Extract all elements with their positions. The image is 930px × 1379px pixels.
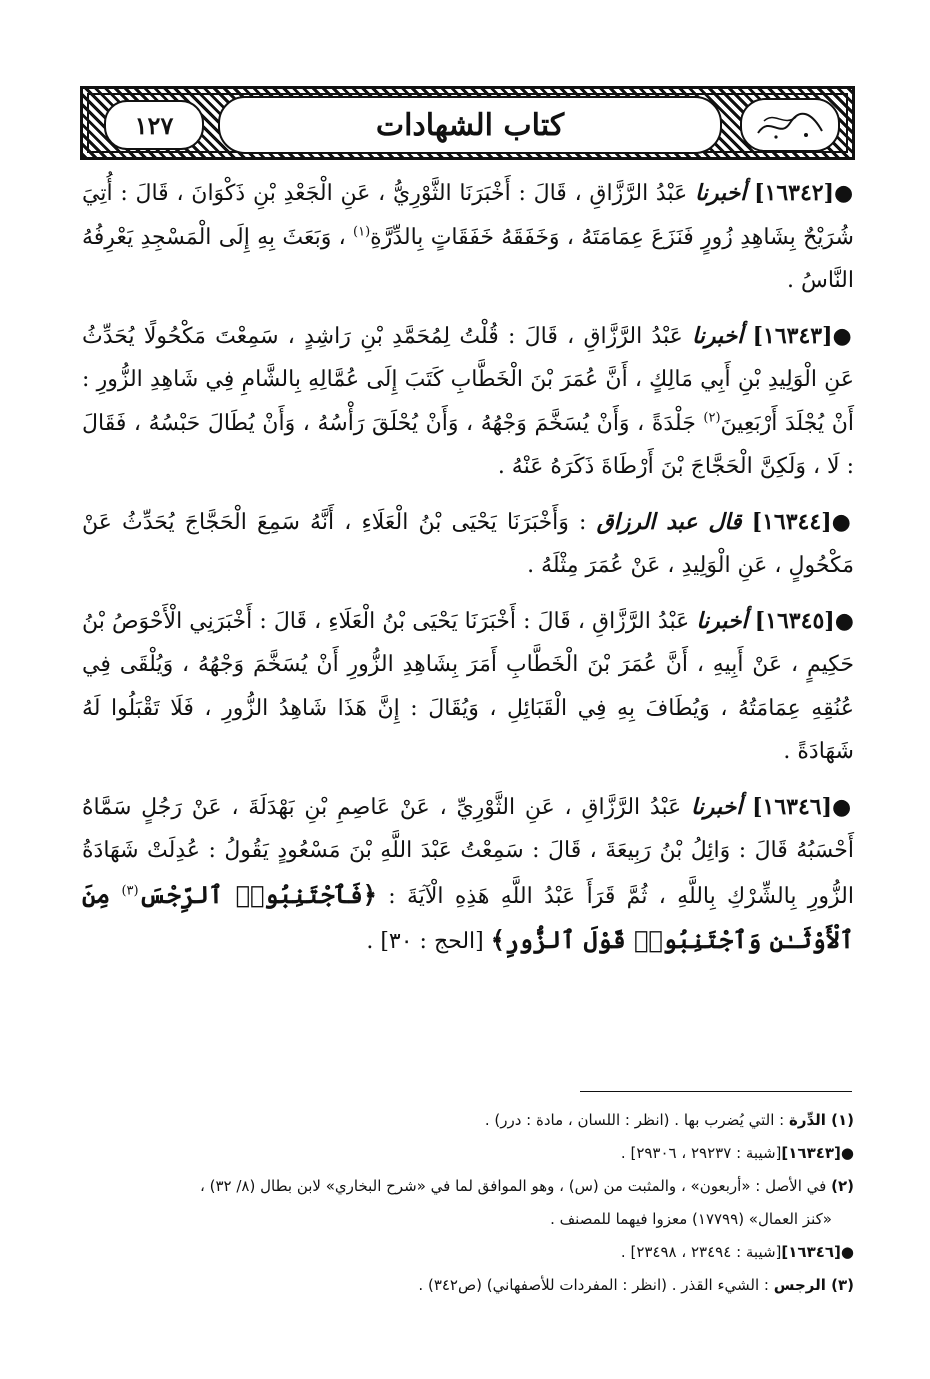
book-logo [740,98,840,152]
hadith-number: [١٦٣٤٥] [754,607,835,634]
hadith-opener: أخبرنا [690,793,743,820]
footnotes [150,1104,854,1302]
footnote-2 [150,1170,854,1203]
hadith-text-continued: ، وَبَعَثَ بِهِ إِلَى الْمَسْجِدِ يَعْرِفُهُ النَّاسُ . [82,224,854,293]
hadith-opener: أخبرنا [695,180,747,206]
footnote-text: : التي يُضرب بها . (انظر : اللسان ، مادة : درر) . [484,1111,785,1129]
footnote-text: «كنز العمال» (١٧٧٩٩) معزوا فيهما للمصنف . [550,1210,832,1228]
footnote-3 [150,1269,854,1302]
footnote-label: (٣) الرجس [773,1276,854,1294]
hadith-text: عَبْدُ الرَّزَّاقِ ، قَالَ : قُلْتُ لِمُحَمَّدِ بْنِ رَاشِدٍ ، سَمِعْتَ مَكْحُولًا يُحَدِّثُ عَنِ الْوَلِيدِ بْنِ أَبِي مَالِكٍ ، أَنَّ عُمَرَ بْنَ الْخَطَّابِ كَتَبَ إِلَى عُمَّالِهِ بِالشَّامِ فِي شَاهِدِ الزُّورِ : أَنْ يُجْلَدَ أَرْبَعِينَ [82,323,854,436]
hadith-16346 [82,786,854,964]
quran-verse: ﴿فَٱجْتَنِبُوا۟ ٱلرِّجْسَ [138,879,377,909]
main-text [82,172,854,976]
hadith-text: عَبْدُ الرَّزَّاقِ ، قَالَ : أَخْبَرَنَا الثَّوْرِيُّ ، عَنِ الْجَعْدِ بْنِ ذَكْوَانَ ، قَالَ : أُتِيَ شُرَيْحٌ بِشَاهِدِ زُورٍ فَنَزَعَ عِمَامَتَهُ ، وَخَفَقَهُ خَفَقَاتٍ بِالدِّرَّةِ [82,181,854,250]
footnote-2-continued [150,1203,854,1236]
footnote-text: : الشيء القذر . (انظر : المفردات للأصفهاني) (ص٣٤٢) . [418,1276,769,1294]
footnote-marker: (١) [353,224,371,240]
hadith-text: عَبْدُ الرَّزَّاقِ ، عَنِ الثَّوْرِيِّ ، عَنْ عَاصِمِ بْنِ بَهْدَلَةَ ، عَنْ رَجُلٍ سَمَّاهُ أَحْسَبُهُ قَالَ : وَائِلُ بْنُ رَبِيعَةَ ، قَالَ : سَمِعْتُ عَبْدَ اللَّهِ بْنَ مَسْعُودٍ يَقُولُ : عُدِلَتْ شَهَادَةُ الزُّورِ بِالشِّرْكِ بِاللَّهِ ، ثُمَّ قَرَأَ عَبْدُ اللَّهِ هَذِهِ الْآيَةَ : [82,794,854,909]
bullet-icon: ● [832,322,854,349]
hadith-text: : وَأَخْبَرَنَا يَحْيَى بْنُ الْعَلَاءِ ، أَنَّهُ سَمِعَ الْحَجَّاجَ يُحَدِّثُ عَنْ مَكْحُولٍ ، عَنِ الْوَلِيدِ ، عَنْ عُمَرَ مِثْلَهُ . [82,509,854,578]
footnote-1 [150,1104,854,1137]
footnote-marker: (٢) [703,410,721,426]
chapter-title: كتاب الشهادات [375,107,565,143]
bullet-icon: ● [834,180,855,206]
footnote-text: [شيبة : ٢٩٢٣٧ ، ٢٩٣٠٦] . [620,1144,782,1162]
takhrij-16343 [150,1137,854,1170]
page-header [80,86,855,160]
verse-reference: [الحج : ٣٠] . [366,929,484,954]
calligraphy-logo-icon [750,105,830,145]
bullet-icon: ● [834,607,854,634]
hadith-16342 [82,172,854,303]
footnote-label: (٢) [831,1177,854,1195]
footnote-text: في الأصل : «أربعون» ، والمثبت من (س) ، وهو الموافق لما في «شرح البخاري» لابن بطال (٨/ ٣٢) ، [200,1177,827,1195]
footnote-label: ●[١٦٣٤٦] [781,1243,854,1261]
hadith-16344 [82,501,854,588]
quran-verse-continued: مِنَ ٱلْأَوْثَـٰنِ وَٱجْتَنِبُوا۟ قَوْلَ ٱلزُّورِ﴾ [82,879,854,954]
page-number: ١٢٧ [104,100,204,150]
hadith-opener: أخبرنا [692,322,744,349]
bullet-icon: ● [832,793,854,820]
takhrij-16346 [150,1236,854,1269]
footnote-text: [شيبة : ٢٣٤٩٤ ، ٢٣٤٩٨] . [620,1243,782,1261]
footnote-label: ●[١٦٣٤٣] [781,1144,854,1162]
hadith-opener: قال عبد الرزاق [596,508,742,535]
hadith-text-continued: جَلْدَةً ، وَأَنْ يُسَخَّمَ وَجْهُهُ ، وَأَنْ يُحْلَقَ رَأْسُهُ ، وَأَنْ يُطَالَ حَبْسُهُ ، فَقَالَ : لَا ، وَلَكِنَّ الْحَجَّاجَ بْنَ أَرْطَاةَ ذَكَرَهُ عَنْهُ . [82,410,854,479]
hadith-16345 [82,600,854,774]
hadith-number: [١٦٣٤٦] [752,793,833,820]
hadith-number: [١٦٣٤٤] [751,508,832,535]
hadith-number: [١٦٣٤٢] [754,180,835,206]
bullet-icon: ● [831,508,854,535]
footnote-marker: (٣) [121,883,139,899]
hadith-16343 [82,315,854,489]
footnote-label: (١) الدِّرة [788,1111,854,1129]
footnote-divider [580,1091,852,1092]
hadith-text: عَبْدُ الرَّزَّاقِ ، قَالَ : أَخْبَرَنَا يَحْيَى بْنُ الْعَلَاءِ ، قَالَ : أَخْبَرَنِي الْأَحْوَصُ بْنُ حَكِيمٍ ، عَنْ أَبِيهِ ، أَنَّ عُمَرَ بْنَ الْخَطَّابِ أَمَرَ بِشَاهِدِ الزُّورِ أَنْ يُسَخَّمَ وَجْهُهُ ، وَيُلْقَى فِي عُنُقِهِ عِمَامَتُهُ ، وَيُطَافَ بِهِ فِي الْقَبَائِلِ ، وَيُقَالَ : إِنَّ هَذَا شَاهِدُ الزُّورِ ، فَلَا تَقْبَلُوا لَهُ شَهَادَةً . [82,608,854,764]
chapter-title-plate [218,96,722,154]
hadith-number: [١٦٣٤٣] [752,322,833,349]
hadith-opener: أخبرنا [696,607,748,634]
